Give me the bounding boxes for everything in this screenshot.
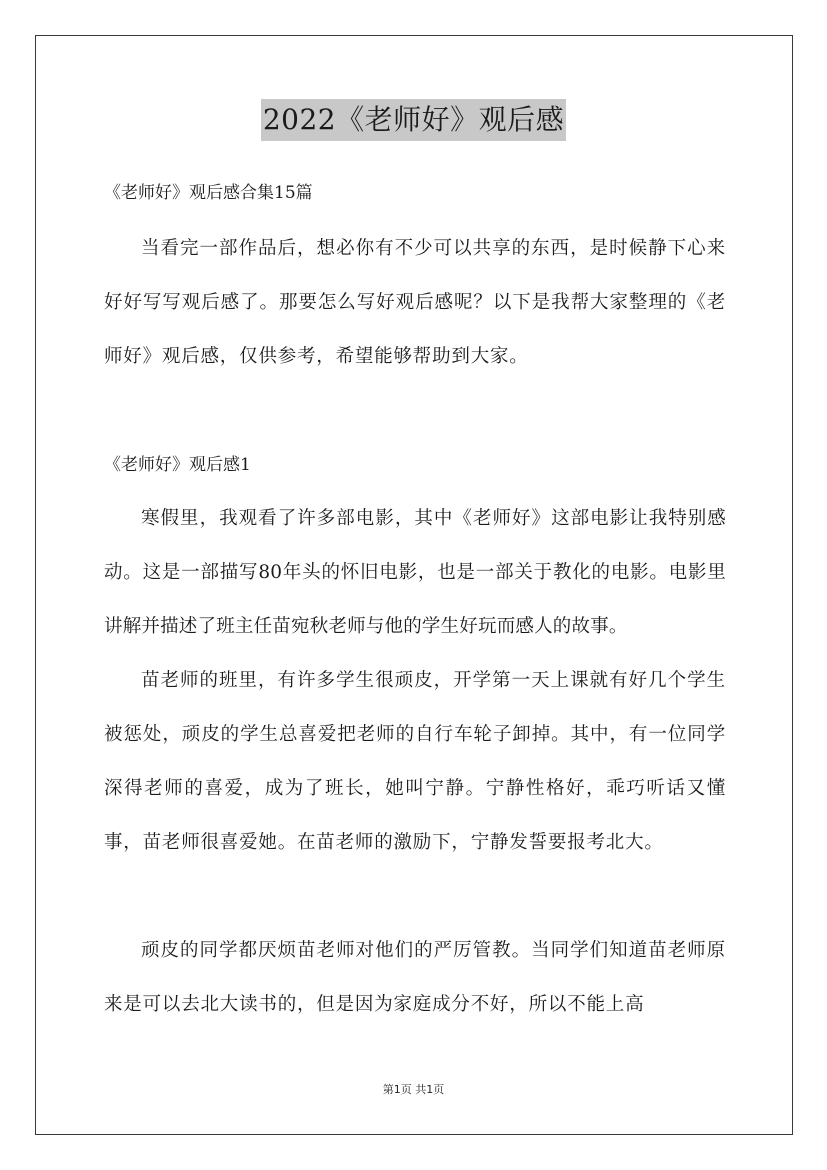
page-footer: 第1页 共1页 (382, 1083, 445, 1096)
document-subtitle: 《老师好》观后感合集15篇 (104, 183, 313, 203)
body-paragraph-3: 顽皮的同学都厌烦苗老师对他们的严厉管教。当同学们知道苗老师原来是可以去北大读书的，但是因为家庭成分不好，所以不能上高 (104, 940, 726, 1015)
intro-paragraph: 当看完一部作品后，想必你有不少可以共享的东西，是时候静下心来好好写写观后感了。那要怎么写好观后感呢？以下是我帮大家整理的《老师好》观后感，仅供参考，希望能够帮助到大家。 (104, 238, 726, 367)
body-paragraph-2: 苗老师的班里，有许多学生很顽皮，开学第一天上课就有好几个学生被惩处，顽皮的学生总喜爱把老师的自行车轮子卸掉。其中，有一位同学深得老师的喜爱，成为了班长，她叫宁静。宁静性格好，乖巧听话又懂事，苗老师很喜爱她。在苗老师的激励下，宁静发誓要报考北大。 (104, 670, 726, 853)
document-title: 2022《老师好》观后感 (261, 99, 566, 141)
body-paragraph-1: 寒假里，我观看了许多部电影，其中《老师好》这部电影让我特别感动。这是一部描写80年头的怀旧电影，也是一部关于教化的电影。电影里讲解并描述了班主任苗宛秋老师与他的学生好玩而感人的故事。 (104, 508, 726, 637)
title-container (0, 99, 827, 141)
section-heading: 《老师好》观后感1 (104, 455, 251, 475)
